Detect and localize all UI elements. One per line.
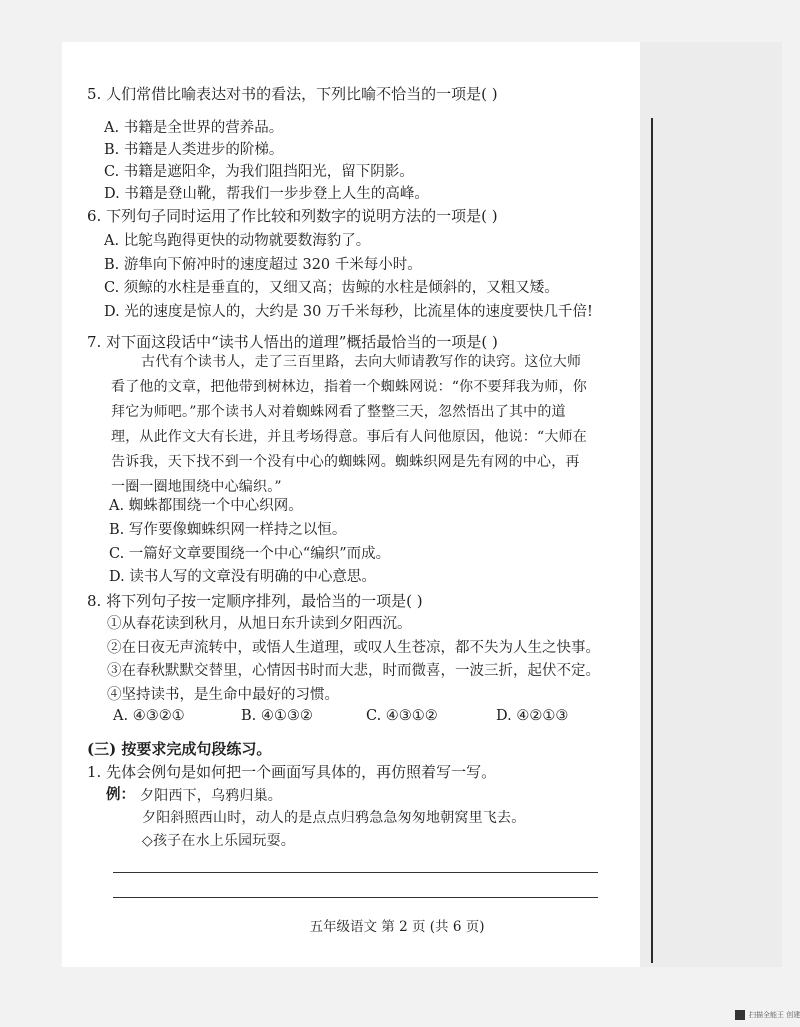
q7-stem: 7. 对下面这段话中“读书人悟出的道理”概括最恰当的一项是( ) bbox=[87, 333, 498, 351]
q8-sentence-4: ④坚持读书，是生命中最好的习惯。 bbox=[107, 687, 339, 703]
answer-line-2[interactable] bbox=[113, 897, 598, 898]
answer-line-1[interactable] bbox=[113, 872, 598, 873]
q6-stem: 6. 下列句子同时运用了作比较和列数字的说明方法的一项是( ) bbox=[87, 207, 498, 225]
q8-stem: 8. 将下列句子按一定顺序排列，最恰当的一项是( ) bbox=[87, 592, 423, 610]
q7-option-a: A. 蜘蛛都围绕一个中心织网。 bbox=[109, 498, 303, 514]
q7-passage-line-1: 古代有个读书人，走了三百里路，去向大师请教写作的诀窍。这位大师 bbox=[141, 354, 582, 370]
q7-passage-line-5: 告诉我，天下找不到一个没有中心的蜘蛛网。蜘蛛织网是先有网的中心，再 bbox=[111, 454, 580, 470]
q5-option-c: C. 书籍是遮阳伞，为我们阻挡阳光，留下阴影。 bbox=[104, 164, 414, 180]
q7-passage-line-6: 一圈一圈地围绕中心编织。” bbox=[111, 479, 282, 495]
q8-option-b: B. ④①③② bbox=[241, 708, 313, 724]
q7-option-d: D. 读书人写的文章没有明确的中心意思。 bbox=[109, 569, 376, 585]
q8-sentence-3: ③在春秋默默交替里，心情因书时而大悲，时而微喜，一波三折，起伏不定。 bbox=[107, 663, 600, 679]
q6-option-d: D. 光的速度是惊人的，大约是 30 万千米每秒，比流星体的速度要快几千倍! bbox=[104, 304, 593, 320]
qr-code-icon bbox=[735, 1010, 745, 1020]
q6-option-b: B. 游隼向下俯冲时的速度超过 320 千米每小时。 bbox=[104, 257, 422, 273]
q6-option-c: C. 须鲸的水柱是垂直的，又细又高；齿鲸的水柱是倾斜的，又粗又矮。 bbox=[104, 280, 559, 296]
page-footer: 五年级语文 第 2 页 (共 6 页) bbox=[309, 919, 485, 935]
q6-option-a: A. 比鸵鸟跑得更快的动物就要数海豹了。 bbox=[104, 233, 371, 249]
q7-option-c: C. 一篇好文章要围绕一个中心“编织”而成。 bbox=[109, 546, 391, 562]
s3-q1-task: ◇孩子在水上乐园玩耍。 bbox=[142, 833, 295, 849]
q5-option-a: A. 书籍是全世界的营养品。 bbox=[104, 120, 284, 136]
s3-q1-example-label: 例： bbox=[106, 786, 135, 803]
q7-passage-line-4: 理，从此作文大有长进，并且考场得意。事后有人问他原因，他说：“大师在 bbox=[111, 429, 587, 445]
q7-passage-line-2: 看了他的文章，把他带到树林边，指着一个蜘蛛网说：“你不要拜我为师，你 bbox=[111, 379, 587, 395]
s3-q1-example-short: 夕阳西下，乌鸦归巢。 bbox=[140, 788, 282, 804]
q7-passage-line-3: 拜它为师吧。”那个读书人对着蜘蛛网看了整整三天，忽然悟出了其中的道 bbox=[111, 404, 566, 420]
q8-option-a: A. ④③②① bbox=[113, 708, 185, 724]
scan-watermark: 扫描全能王 创建 bbox=[749, 1011, 800, 1019]
q7-option-b: B. 写作要像蜘蛛织网一样持之以恒。 bbox=[109, 522, 347, 538]
q5-option-b: B. 书籍是人类进步的阶梯。 bbox=[104, 142, 284, 158]
q5-stem: 5. 人们常借比喻表达对书的看法，下列比喻不恰当的一项是( ) bbox=[87, 85, 498, 103]
adjacent-page-edge bbox=[640, 42, 782, 967]
q8-option-d: D. ④②①③ bbox=[496, 708, 569, 724]
q8-sentence-2: ②在日夜无声流转中，或悟人生道理，或叹人生苍凉，都不失为人生之快事。 bbox=[107, 640, 600, 656]
q5-option-d: D. 书籍是登山靴，帮我们一步步登上人生的高峰。 bbox=[104, 186, 429, 202]
q8-option-c: C. ④③①② bbox=[366, 708, 438, 724]
q8-sentence-1: ①从春花读到秋月，从旭日东升读到夕阳西沉。 bbox=[107, 616, 412, 632]
s3-q1-stem: 1. 先体会例句是如何把一个画面写具体的，再仿照着写一写。 bbox=[87, 763, 497, 781]
section3-heading: (三) 按要求完成句段练习。 bbox=[87, 740, 272, 758]
s3-q1-example-long: 夕阳斜照西山时，动人的是点点归鸦急急匆匆地朝窝里飞去。 bbox=[142, 810, 526, 826]
adjacent-page-rule bbox=[651, 118, 653, 963]
